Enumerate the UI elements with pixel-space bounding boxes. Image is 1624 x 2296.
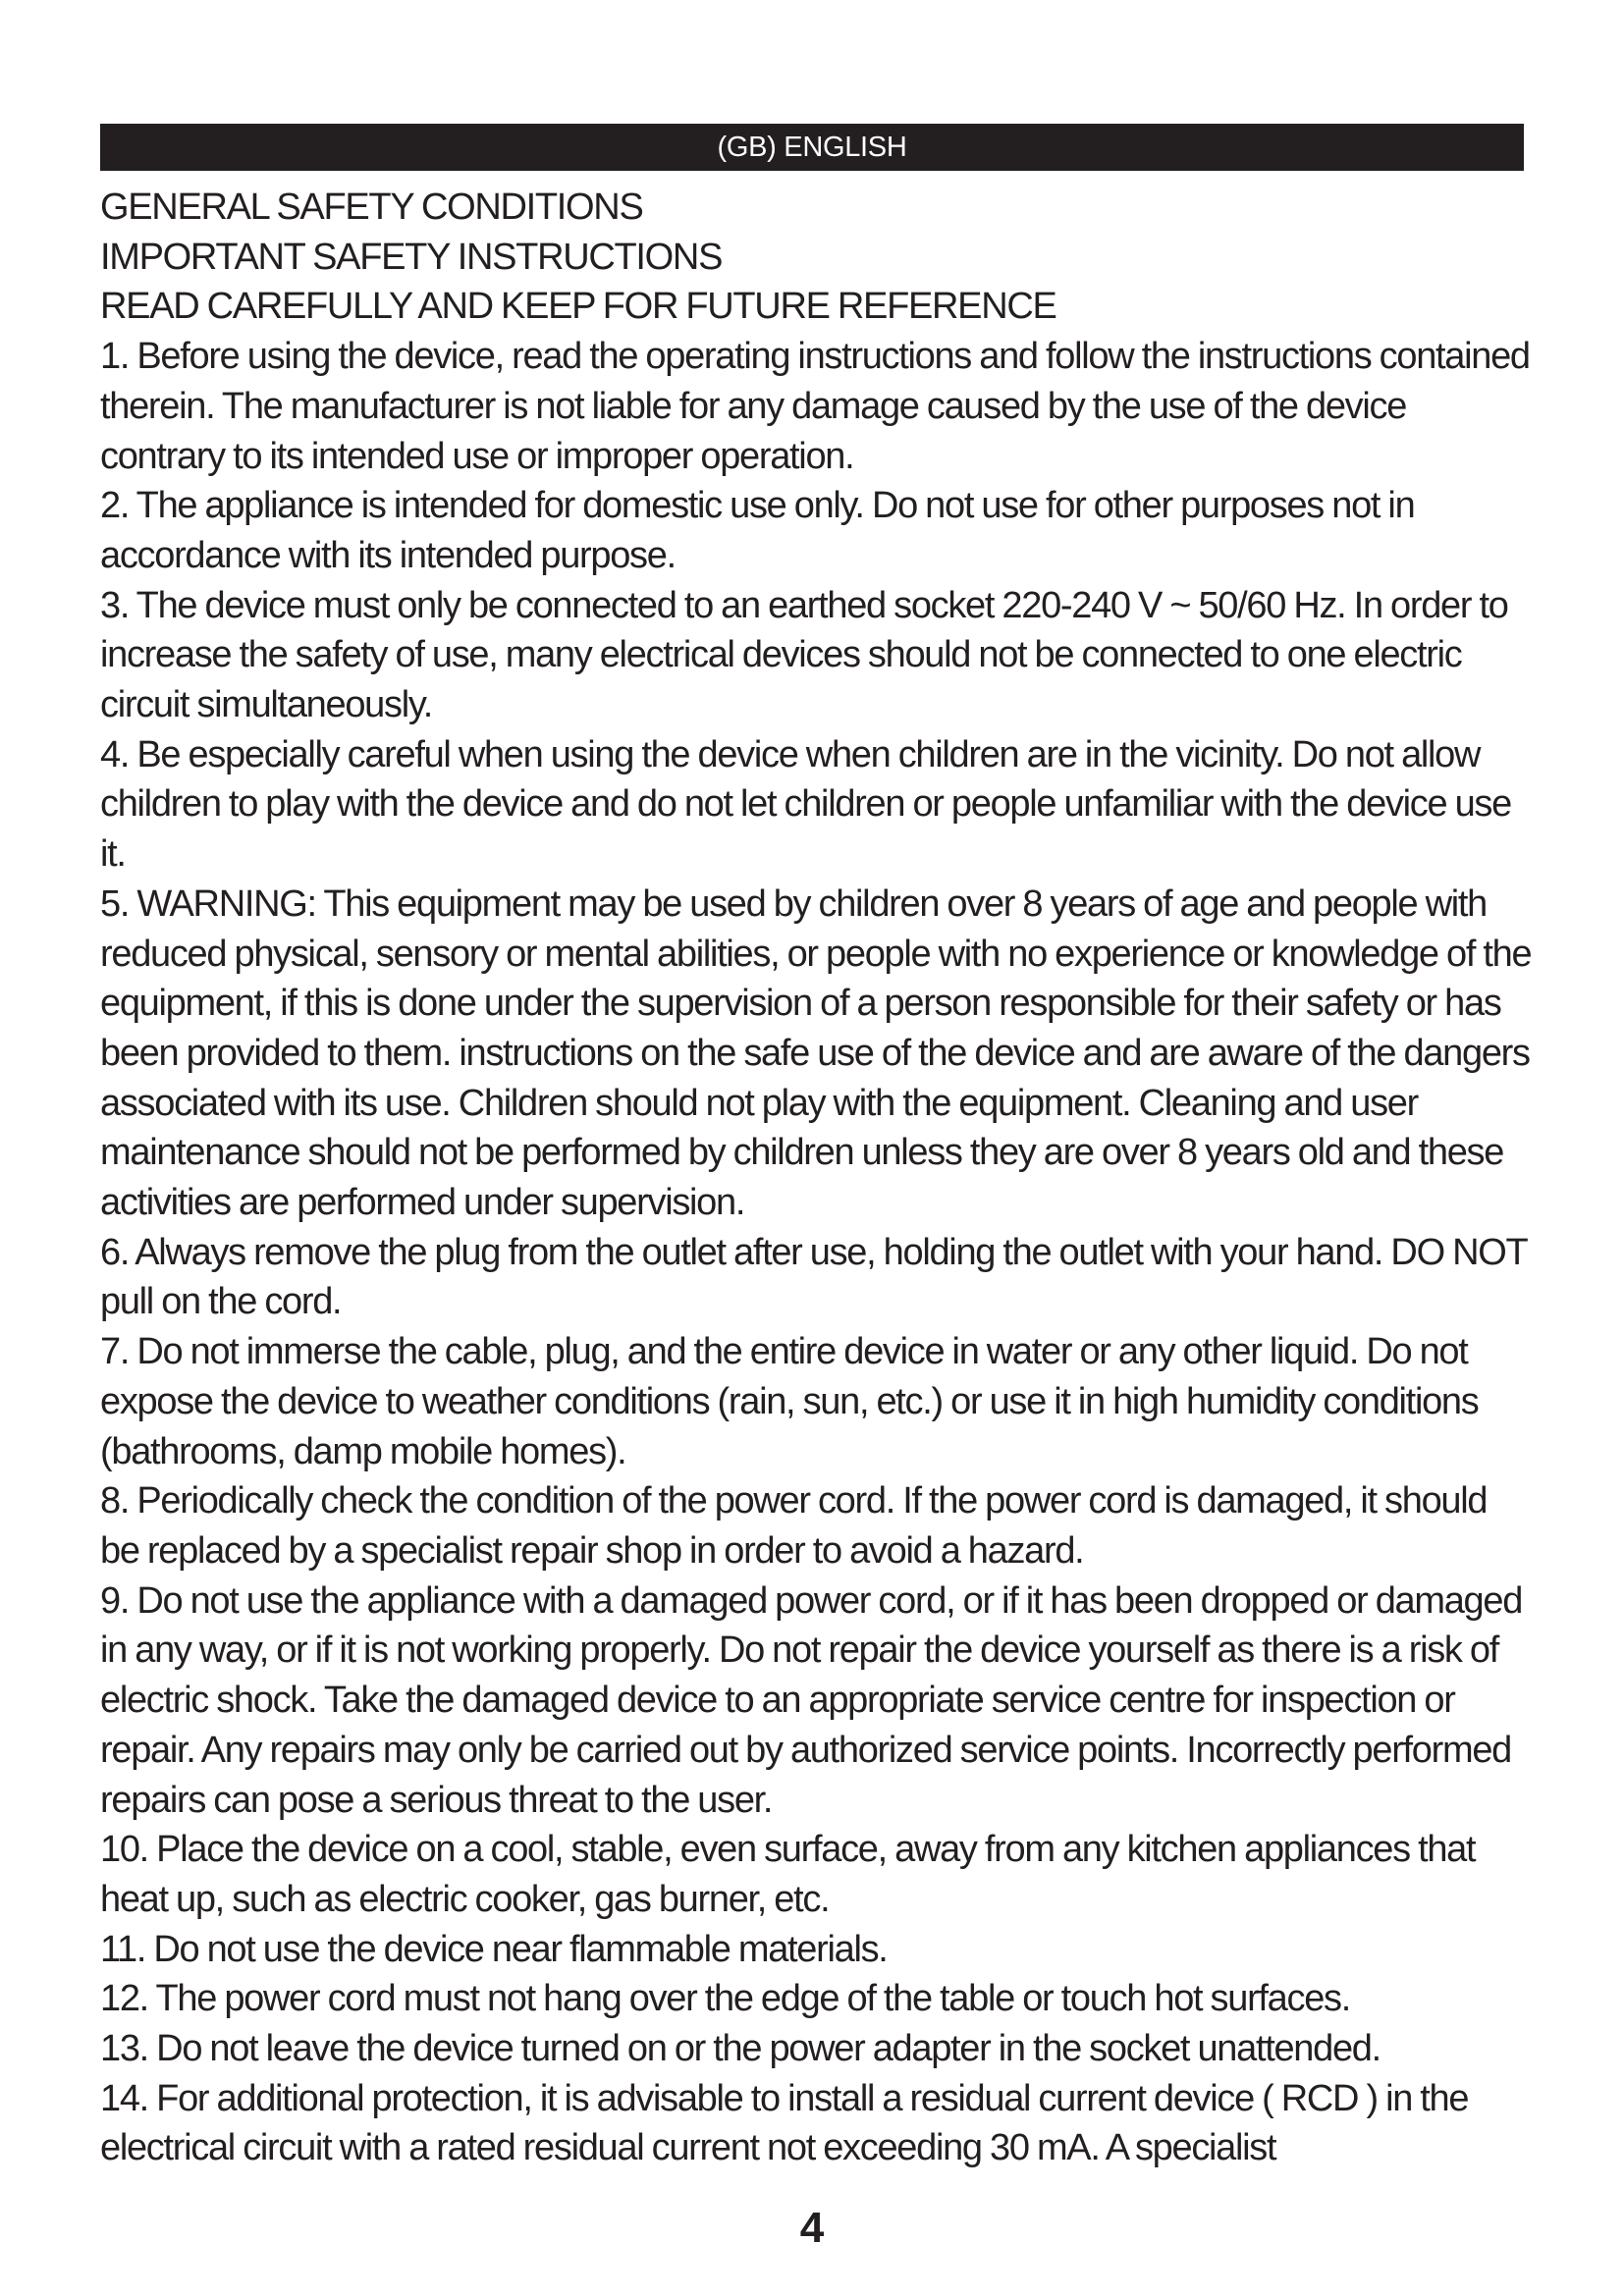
language-header-bar: [100, 124, 1524, 171]
heading-read-carefully: READ CAREFULLY AND KEEP FOR FUTURE REFERENCE: [100, 286, 1056, 328]
safety-item-5: 5. WARNING: This equipment may be used by children over 8 years of age and people with reduced physical, sensory or mental abilities, or people with no experience or knowledge of the equipment, if this is done under the supervision of a person responsible for their safety or has been provided to them. instructions on the safe use of the device and are aware of the dangers associated with its use. Children should not play with the equipment. Cleaning and user maintenance should not be performed by children unless they are over 8 years old and these activities are performed under supervision.: [100, 882, 1532, 1224]
heading-important-instructions: IMPORTANT SAFETY INSTRUCTIONS: [100, 236, 723, 278]
safety-item-6: 6. Always remove the plug from the outlet after use, holding the outlet with your hand. DO NOT pull on the cord.: [100, 1231, 1527, 1323]
safety-item-14: 14. For additional protection, it is advisable to install a residual current device ( RCD ) in the electrical circuit with a rated residual current not exceeding 30 mA. A specialist: [100, 2077, 1469, 2169]
safety-item-4: 4. Be especially careful when using the device when children are in the vicinity. Do not allow children to play with the device and do not let children or people unfamiliar with the device use it.: [100, 733, 1511, 876]
safety-item-7: 7. Do not immerse the cable, plug, and the entire device in water or any other liquid. Do not expose the device to weather conditions (rain, sun, etc.) or use it in high humidity conditions (bathrooms, damp mobile homes).: [100, 1331, 1479, 1472]
page-number: 4: [799, 2204, 825, 2252]
heading-general-safety: GENERAL SAFETY CONDITIONS: [100, 187, 643, 228]
language-label: (GB) ENGLISH: [717, 132, 907, 163]
safety-item-10: 10. Place the device on a cool, stable, even surface, away from any kitchen appliances that heat up, such as electric cooker, gas burner, etc.: [100, 1829, 1476, 1920]
safety-content: [100, 183, 1534, 2173]
safety-item-2: 2. The appliance is intended for domestic use only. Do not use for other purposes not in accordance with its intended purpose.: [100, 485, 1415, 576]
safety-item-1: 1. Before using the device, read the operating instructions and follow the instructions contained therein. The manufacturer is not liable for any damage caused by the use of the device contrary to its intended use or improper operation.: [100, 336, 1530, 477]
safety-item-3: 3. The device must only be connected to an earthed socket 220-240 V ~ 50/60 Hz. In order to increase the safety of use, many electrical devices should not be connected to one electric circuit simultaneously.: [100, 584, 1508, 726]
safety-item-13: 13. Do not leave the device turned on or the power adapter in the socket unattended.: [100, 2028, 1380, 2070]
safety-item-8: 8. Periodically check the condition of the power cord. If the power cord is damaged, it should be replaced by a specialist repair shop in order to avoid a hazard.: [100, 1480, 1488, 1572]
safety-item-11: 11. Do not use the device near flammable materials.: [100, 1928, 888, 1970]
safety-item-12: 12. The power cord must not hang over the edge of the table or touch hot surfaces.: [100, 1978, 1351, 2020]
safety-item-9: 9. Do not use the appliance with a damaged power cord, or if it has been dropped or damaged in any way, or if it is not working properly. Do not repair the device yourself as there is a risk of electric shock. Take the damaged device to an appropriate service centre for inspection or repair. Any repairs may only be carried out by authorized service points. Incorrectly performed repairs can pose a serious threat to the user.: [100, 1579, 1523, 1821]
